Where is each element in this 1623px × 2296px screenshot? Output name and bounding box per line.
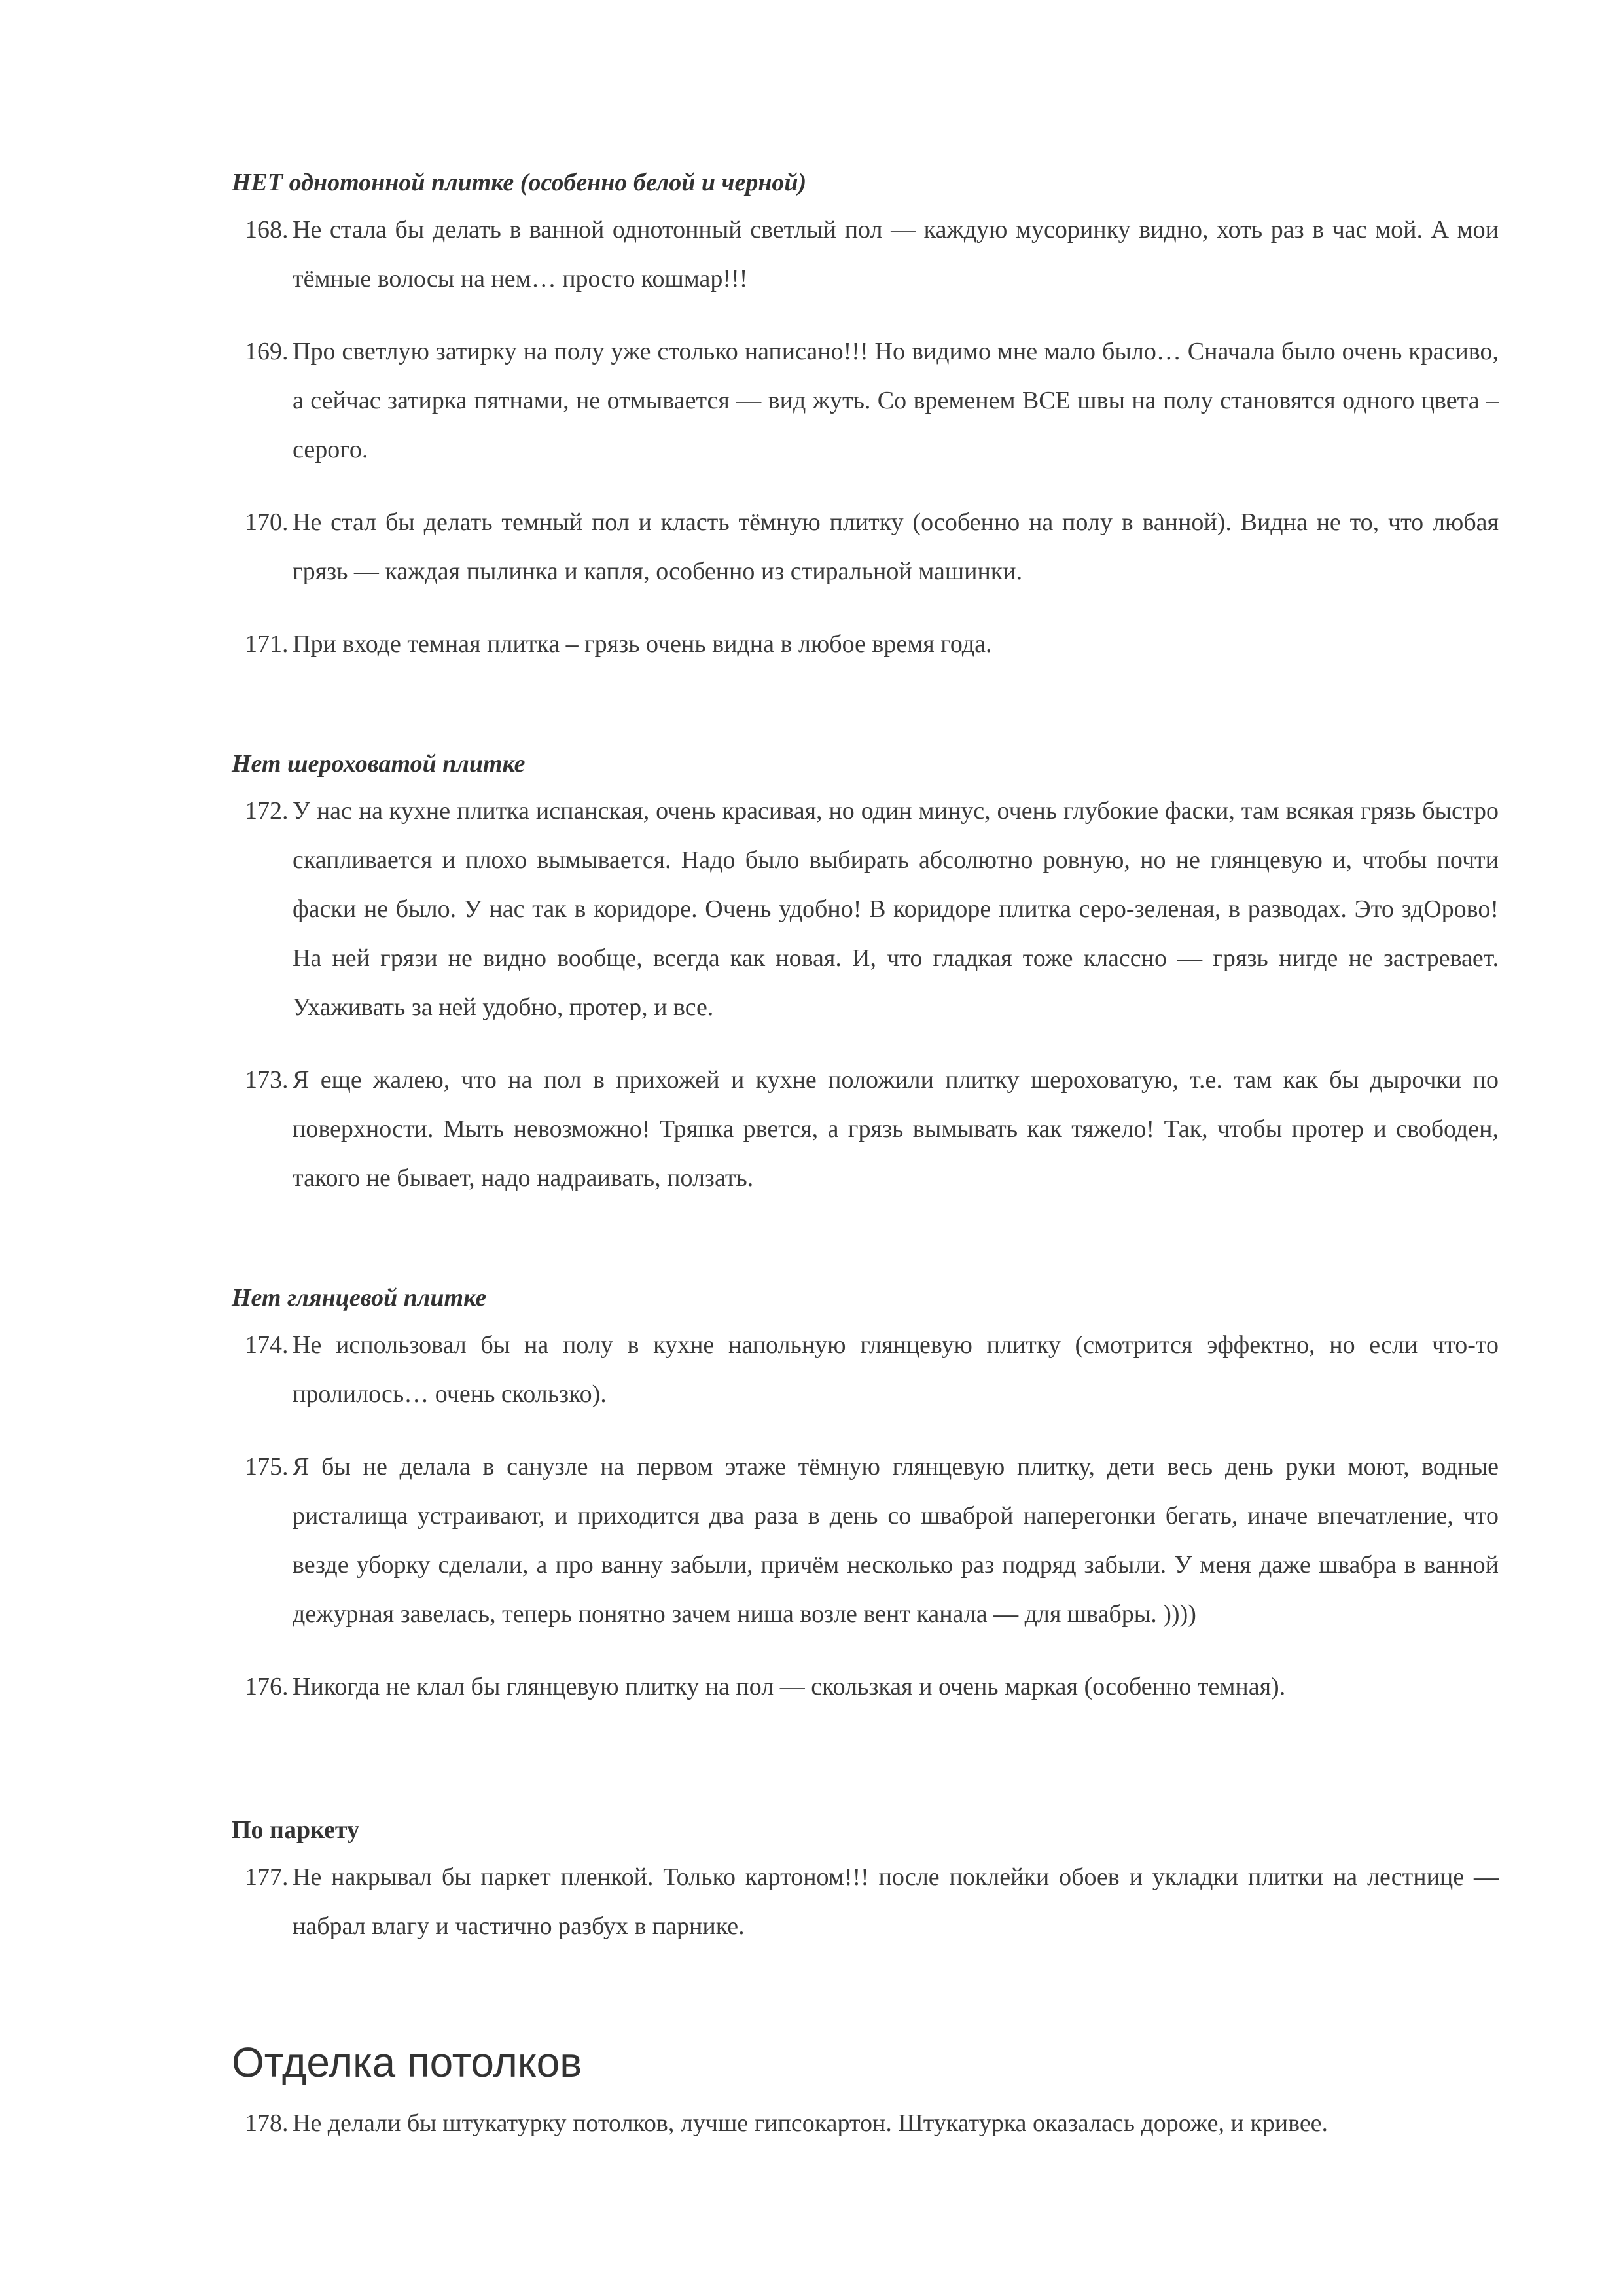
item-text: Не накрывал бы паркет пленкой. Только картоном!!! после поклейки обоев и укладки плитки на лестнице — набрал влагу и частично разбух в парнике. bbox=[293, 1863, 1499, 1940]
section-heading: По паркету bbox=[232, 1816, 360, 1844]
section-no-rough-tile bbox=[232, 747, 1499, 1203]
list-item bbox=[232, 1321, 1499, 1419]
list-item bbox=[232, 327, 1499, 475]
item-number: 171. bbox=[245, 630, 289, 658]
item-number: 177. bbox=[245, 1863, 289, 1891]
item-number: 175. bbox=[245, 1453, 289, 1480]
section-heading: Нет глянцевой плитке bbox=[232, 1284, 487, 1312]
section-title: Отделка потолков bbox=[232, 2039, 582, 2086]
section-heading: Нет шероховатой плитке bbox=[232, 750, 526, 778]
item-text: Никогда не клал бы глянцевую плитку на пол — скользкая и очень маркая (особенно темная). bbox=[293, 1673, 1286, 1700]
section-ceiling-finish bbox=[232, 2035, 1499, 2148]
item-text: Не делали бы штукатурку потолков, лучше гипсокартон. Штукатурка оказалась дороже, и кривее. bbox=[293, 2109, 1329, 2137]
section-parquet bbox=[232, 1814, 1499, 1951]
section-no-glossy-tile bbox=[232, 1282, 1499, 1712]
item-number: 169. bbox=[245, 338, 289, 365]
list-item bbox=[232, 787, 1499, 1032]
item-number: 174. bbox=[245, 1331, 289, 1359]
list-item bbox=[232, 498, 1499, 596]
section-no-plain-tile bbox=[232, 166, 1499, 669]
list-item bbox=[232, 2099, 1499, 2148]
item-number: 170. bbox=[245, 509, 289, 536]
item-number: 178. bbox=[245, 2109, 289, 2137]
section-spacer bbox=[232, 1203, 1499, 1282]
section-spacer bbox=[232, 669, 1499, 747]
item-number: 168. bbox=[245, 216, 289, 243]
document-page bbox=[232, 166, 1499, 2148]
section-spacer bbox=[232, 1712, 1499, 1814]
item-number: 172. bbox=[245, 797, 289, 825]
list-item bbox=[232, 1443, 1499, 1639]
item-text: Не стал бы делать темный пол и класть тёмную плитку (особенно на полу в ванной). Видна не то, что любая грязь — каждая пылинка и капля, особенно из стиральной машинки. bbox=[293, 509, 1499, 585]
item-text: Я бы не делала в санузле на первом этаже тёмную глянцевую плитку, дети весь день руки моют, водные ристалища устраивают, и приходится два раза в день со шваброй наперегонки бегать, иначе впечатление, что везде уборку сделали, а про ванну забыли, причём несколько раз подряд забыли. У меня даже швабра в ванной дежурная завелась, теперь понятно зачем ниша возле вент канала — для швабры. )))) bbox=[293, 1453, 1499, 1628]
item-text: Не стала бы делать в ванной однотонный светлый пол — каждую мусоринку видно, хоть раз в час мой. А мои тёмные волосы на нем… просто кошмар!!! bbox=[293, 216, 1499, 293]
item-number: 176. bbox=[245, 1673, 289, 1700]
item-text: При входе темная плитка – грязь очень видна в любое время года. bbox=[293, 630, 992, 658]
item-text: У нас на кухне плитка испанская, очень красивая, но один минус, очень глубокие фаски, там всякая грязь быстро скапливается и плохо вымывается. Надо было выбирать абсолютно ровную, но не глянцевую и, чтобы почти фаски не было. У нас так в коридоре. Очень удобно! В коридоре плитка серо-зеленая, в разводах. Это здОрово! На ней грязи не видно вообще, всегда как новая. И, что гладкая тоже классно — грязь нигде не застревает. Ухаживать за ней удобно, протер, и все. bbox=[293, 797, 1499, 1021]
list-item bbox=[232, 206, 1499, 304]
section-heading: НЕТ однотонной плитке (особенно белой и черной) bbox=[232, 169, 807, 196]
numbered-list bbox=[232, 1853, 1499, 1951]
list-item bbox=[232, 620, 1499, 669]
item-text: Про светлую затирку на полу уже столько написано!!! Но видимо мне мало было… Сначала было очень красиво, а сейчас затирка пятнами, не отмывается — вид жуть. Со временем ВСЕ швы на полу становятся одного цвета – серого. bbox=[293, 338, 1499, 463]
list-item bbox=[232, 1056, 1499, 1203]
list-item bbox=[232, 1662, 1499, 1712]
item-text: Не использовал бы на полу в кухне напольную глянцевую плитку (смотрится эффектно, но если что-то пролилось… очень скользко). bbox=[293, 1331, 1499, 1408]
list-item bbox=[232, 1853, 1499, 1951]
numbered-list bbox=[232, 1321, 1499, 1712]
item-text: Я еще жалею, что на пол в прихожей и кухне положили плитку шероховатую, т.е. там как бы дырочки по поверхности. Мыть невозможно! Тряпка рвется, а грязь вымывать как тяжело! Так, чтобы протер и свободен, такого не бывает, надо надраивать, ползать. bbox=[293, 1066, 1499, 1192]
numbered-list bbox=[232, 787, 1499, 1203]
numbered-list bbox=[232, 206, 1499, 669]
item-number: 173. bbox=[245, 1066, 289, 1094]
numbered-list bbox=[232, 2099, 1499, 2148]
section-spacer bbox=[232, 1951, 1499, 2035]
